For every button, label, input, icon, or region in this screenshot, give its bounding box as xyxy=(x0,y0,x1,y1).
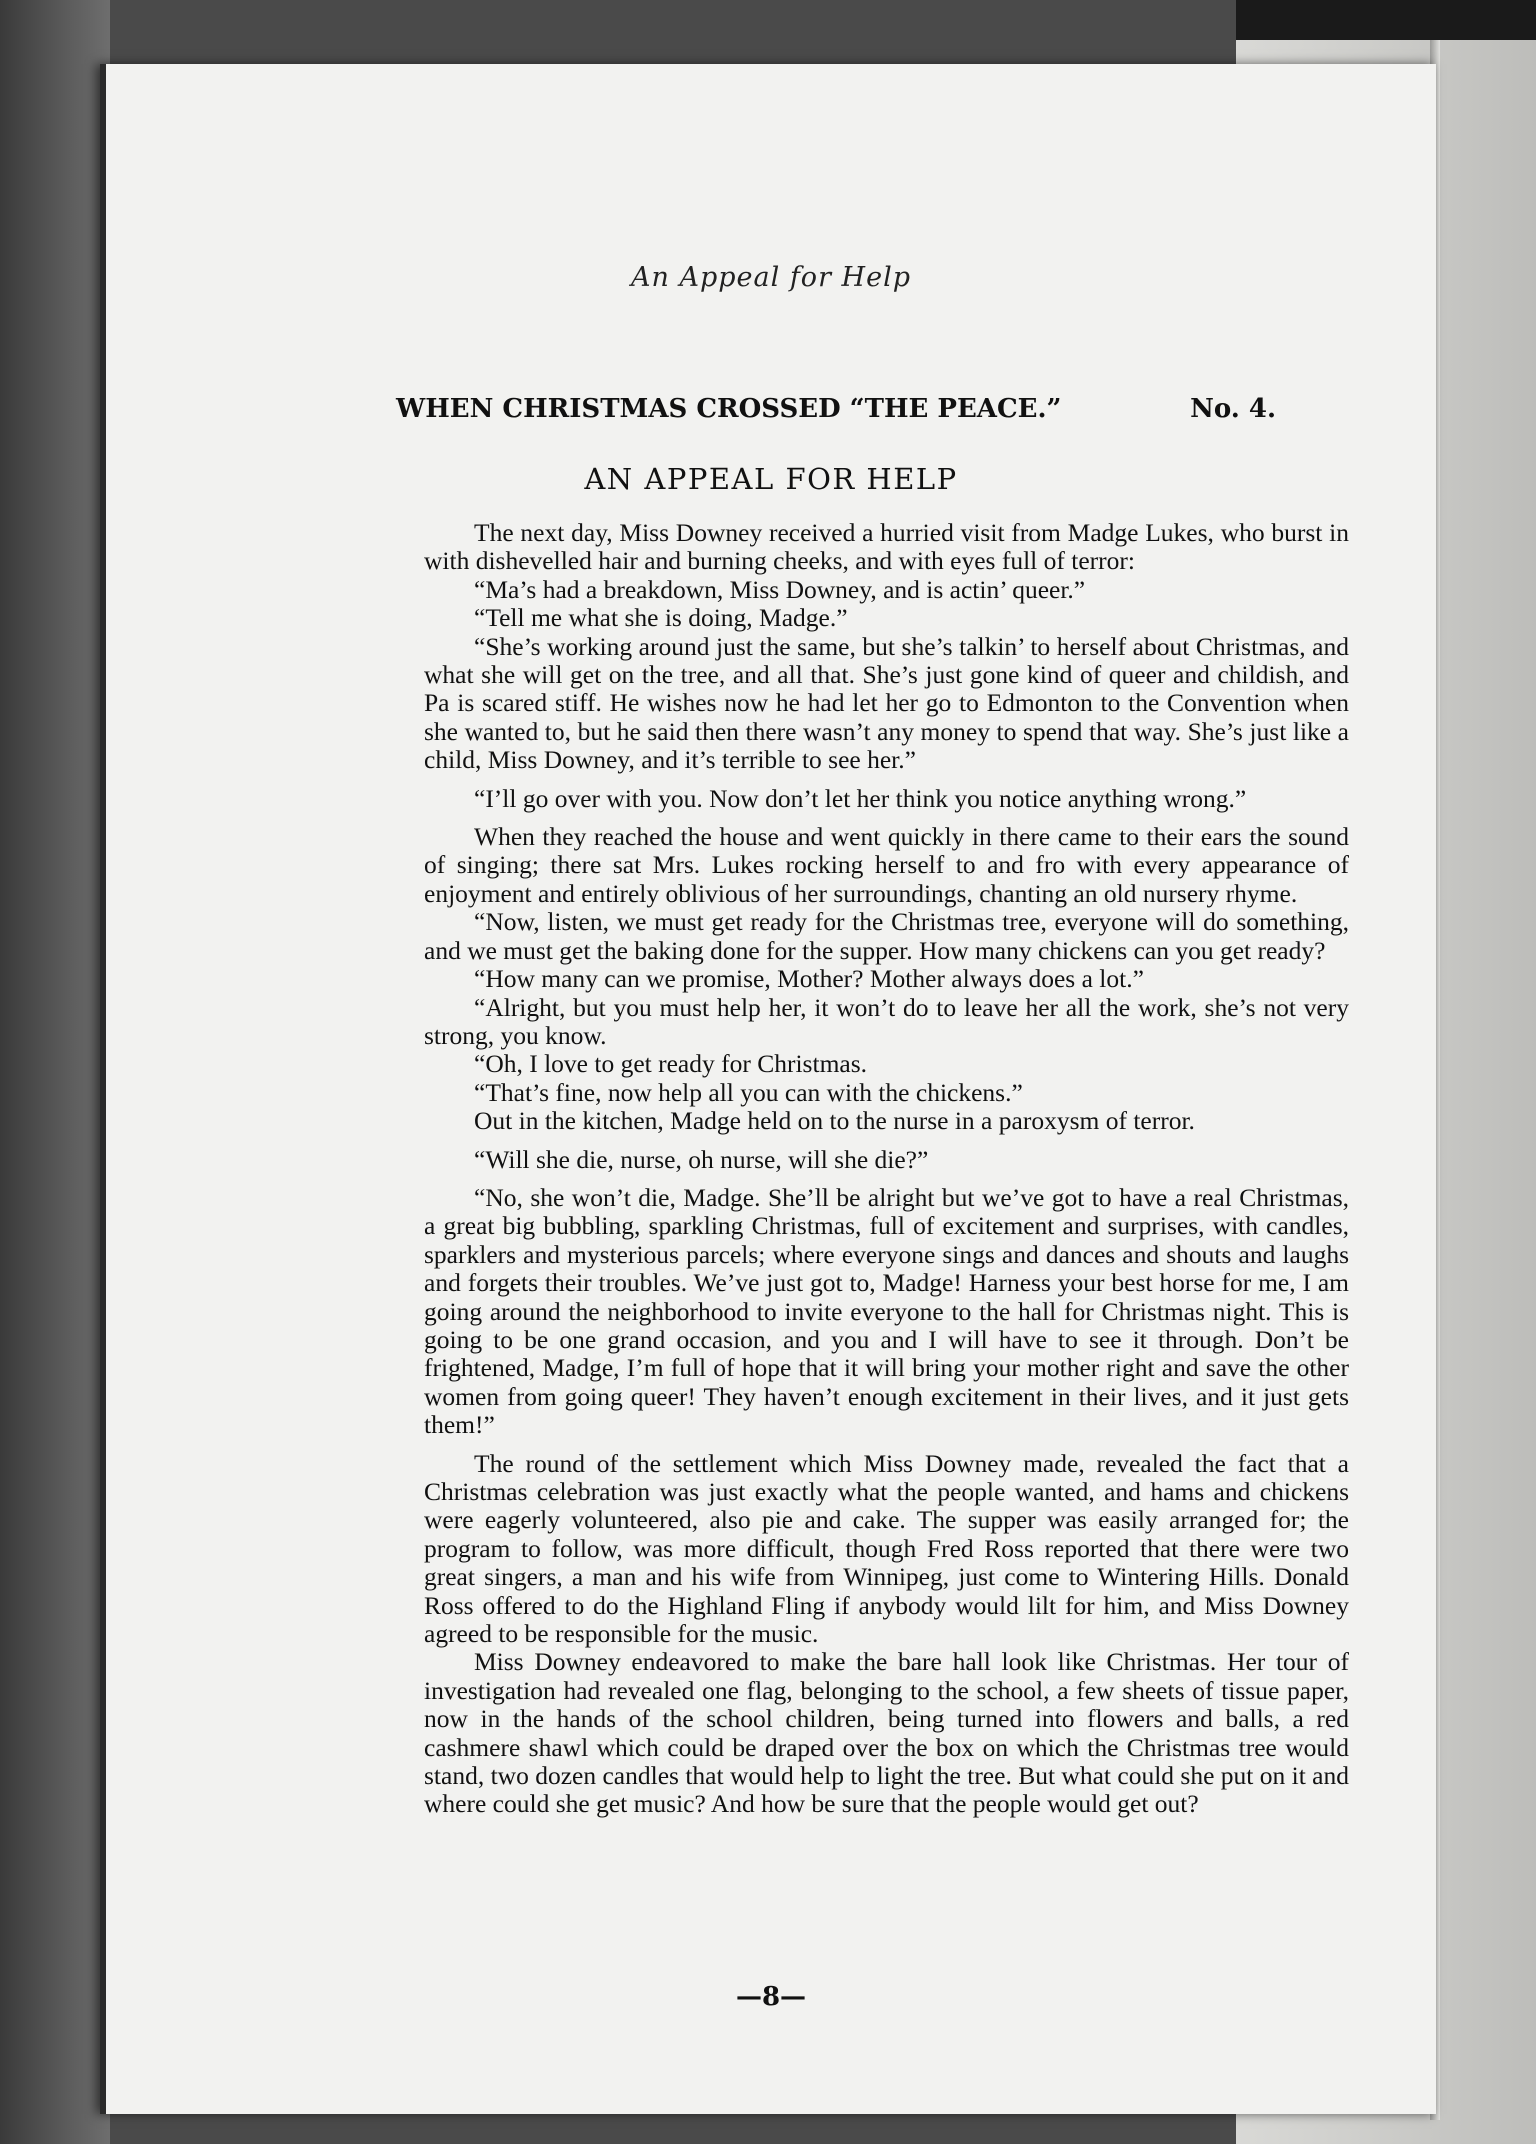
page-number: —8— xyxy=(735,1982,807,2012)
paragraph: “That’s fine, now help all you can with the chickens.” xyxy=(474,1077,1023,1107)
paragraph: The next day, Miss Downey received a hurried visit from Madge Lukes, who burst in with dishevelled hair and burning cheeks, and with eyes full of terror: xyxy=(424,518,1349,576)
paragraph: “She’s working around just the same, but she’s talkin’ to herself about Christmas, and what she will get on the tree, and all that. She’s just gone kind of queer and childish, and Pa is scared stiff. He wishes now he had let her go to Edmonton to the Convention when she wanted to, but he said then there wasn’t any money to spend that way. She’s just like a child, Miss Downey, and it’s terrible to see her.” xyxy=(424,631,1349,775)
document-page xyxy=(100,64,1436,2114)
paragraph: “No, she won’t die, Madge. She’ll be alright but we’ve got to have a real Christmas, a great big bubbling, sparkling Christmas, full of excitement and surprises, with candles, sparklers and mysterious parcels; where everyone sings and dances and shouts and laughs and forgets their troubles. We’ve just got to, Madge! Harness your best horse for me, I am going around the neighborhood to invite everyone to the hall for Christmas night. This is going to be one grand occasion, and you and I will have to see it through. Don’t be frightened, Madge, I’m full of hope that it will bring your mother right and save the other women from going queer! They haven’t enough excitement in their lives, and it just gets them!” xyxy=(424,1182,1349,1440)
scan-background-corner xyxy=(1236,0,1536,40)
paragraph: Out in the kitchen, Madge held on to the nurse in a paroxysm of terror. xyxy=(474,1106,1195,1136)
series-heading xyxy=(396,394,1276,424)
scan-background-left xyxy=(0,0,110,2144)
paragraph: “Oh, I love to get ready for Christmas. xyxy=(474,1049,868,1079)
paragraph: Miss Downey endeavored to make the bare hall look like Christmas. Her tour of investigation had revealed one flag, belonging to the school, a few sheets of tissue paper, now in the hands of the school children, being turned into flowers and balls, a red cashmere shawl which could be draped over the box on which the Christmas tree would stand, two dozen candles that would help to light the tree. But what could she put on it and where could she get music? And how be sure that the people would get out? xyxy=(424,1647,1349,1819)
paragraph: “Ma’s had a breakdown, Miss Downey, and is actin’ queer.” xyxy=(474,574,1086,604)
article-title: AN APPEAL FOR HELP xyxy=(584,462,958,496)
paragraph: “Will she die, nurse, oh nurse, will she die?” xyxy=(474,1144,929,1174)
article-body xyxy=(424,519,1349,1819)
paragraph: “Alright, but you must help her, it won’t do to leave her all the work, she’s not very strong, you know. xyxy=(424,992,1349,1050)
series-title: WHEN CHRISTMAS CROSSED “THE PEACE.” xyxy=(396,394,1062,424)
paragraph: “How many can we promise, Mother? Mother always does a lot.” xyxy=(474,964,1144,994)
paragraph: “Tell me what she is doing, Madge.” xyxy=(474,603,848,633)
paragraph: “Now, listen, we must get ready for the Christmas tree, everyone will do something, and we must get the baking done for the supper. How many chickens can you get ready? xyxy=(424,907,1349,965)
paragraph: When they reached the house and went quickly in there came to their ears the sound of singing; there sat Mrs. Lukes rocking herself to and fro with every appearance of enjoyment and entirely oblivious of her surroundings, chanting an old nursery rhyme. xyxy=(424,822,1349,908)
paragraph: The round of the settlement which Miss Downey made, revealed the fact that a Christmas celebration was just exactly what the people wanted, and hams and chickens were eagerly volunteered, also pie and cake. The supper was easily arranged for; the program to follow, was more difficult, though Fred Ross reported that there were two great singers, a man and his wife from Winnipeg, just come to Wintering Hills. Donald Ross offered to do the Highland Fling if anybody would lilt for him, and Miss Downey agreed to be responsible for the music. xyxy=(424,1448,1349,1649)
series-number: No. 4. xyxy=(1190,394,1276,424)
paragraph: “I’ll go over with you. Now don’t let her think you notice anything wrong.” xyxy=(474,783,1247,813)
running-head: An Appeal for Help xyxy=(630,262,911,293)
